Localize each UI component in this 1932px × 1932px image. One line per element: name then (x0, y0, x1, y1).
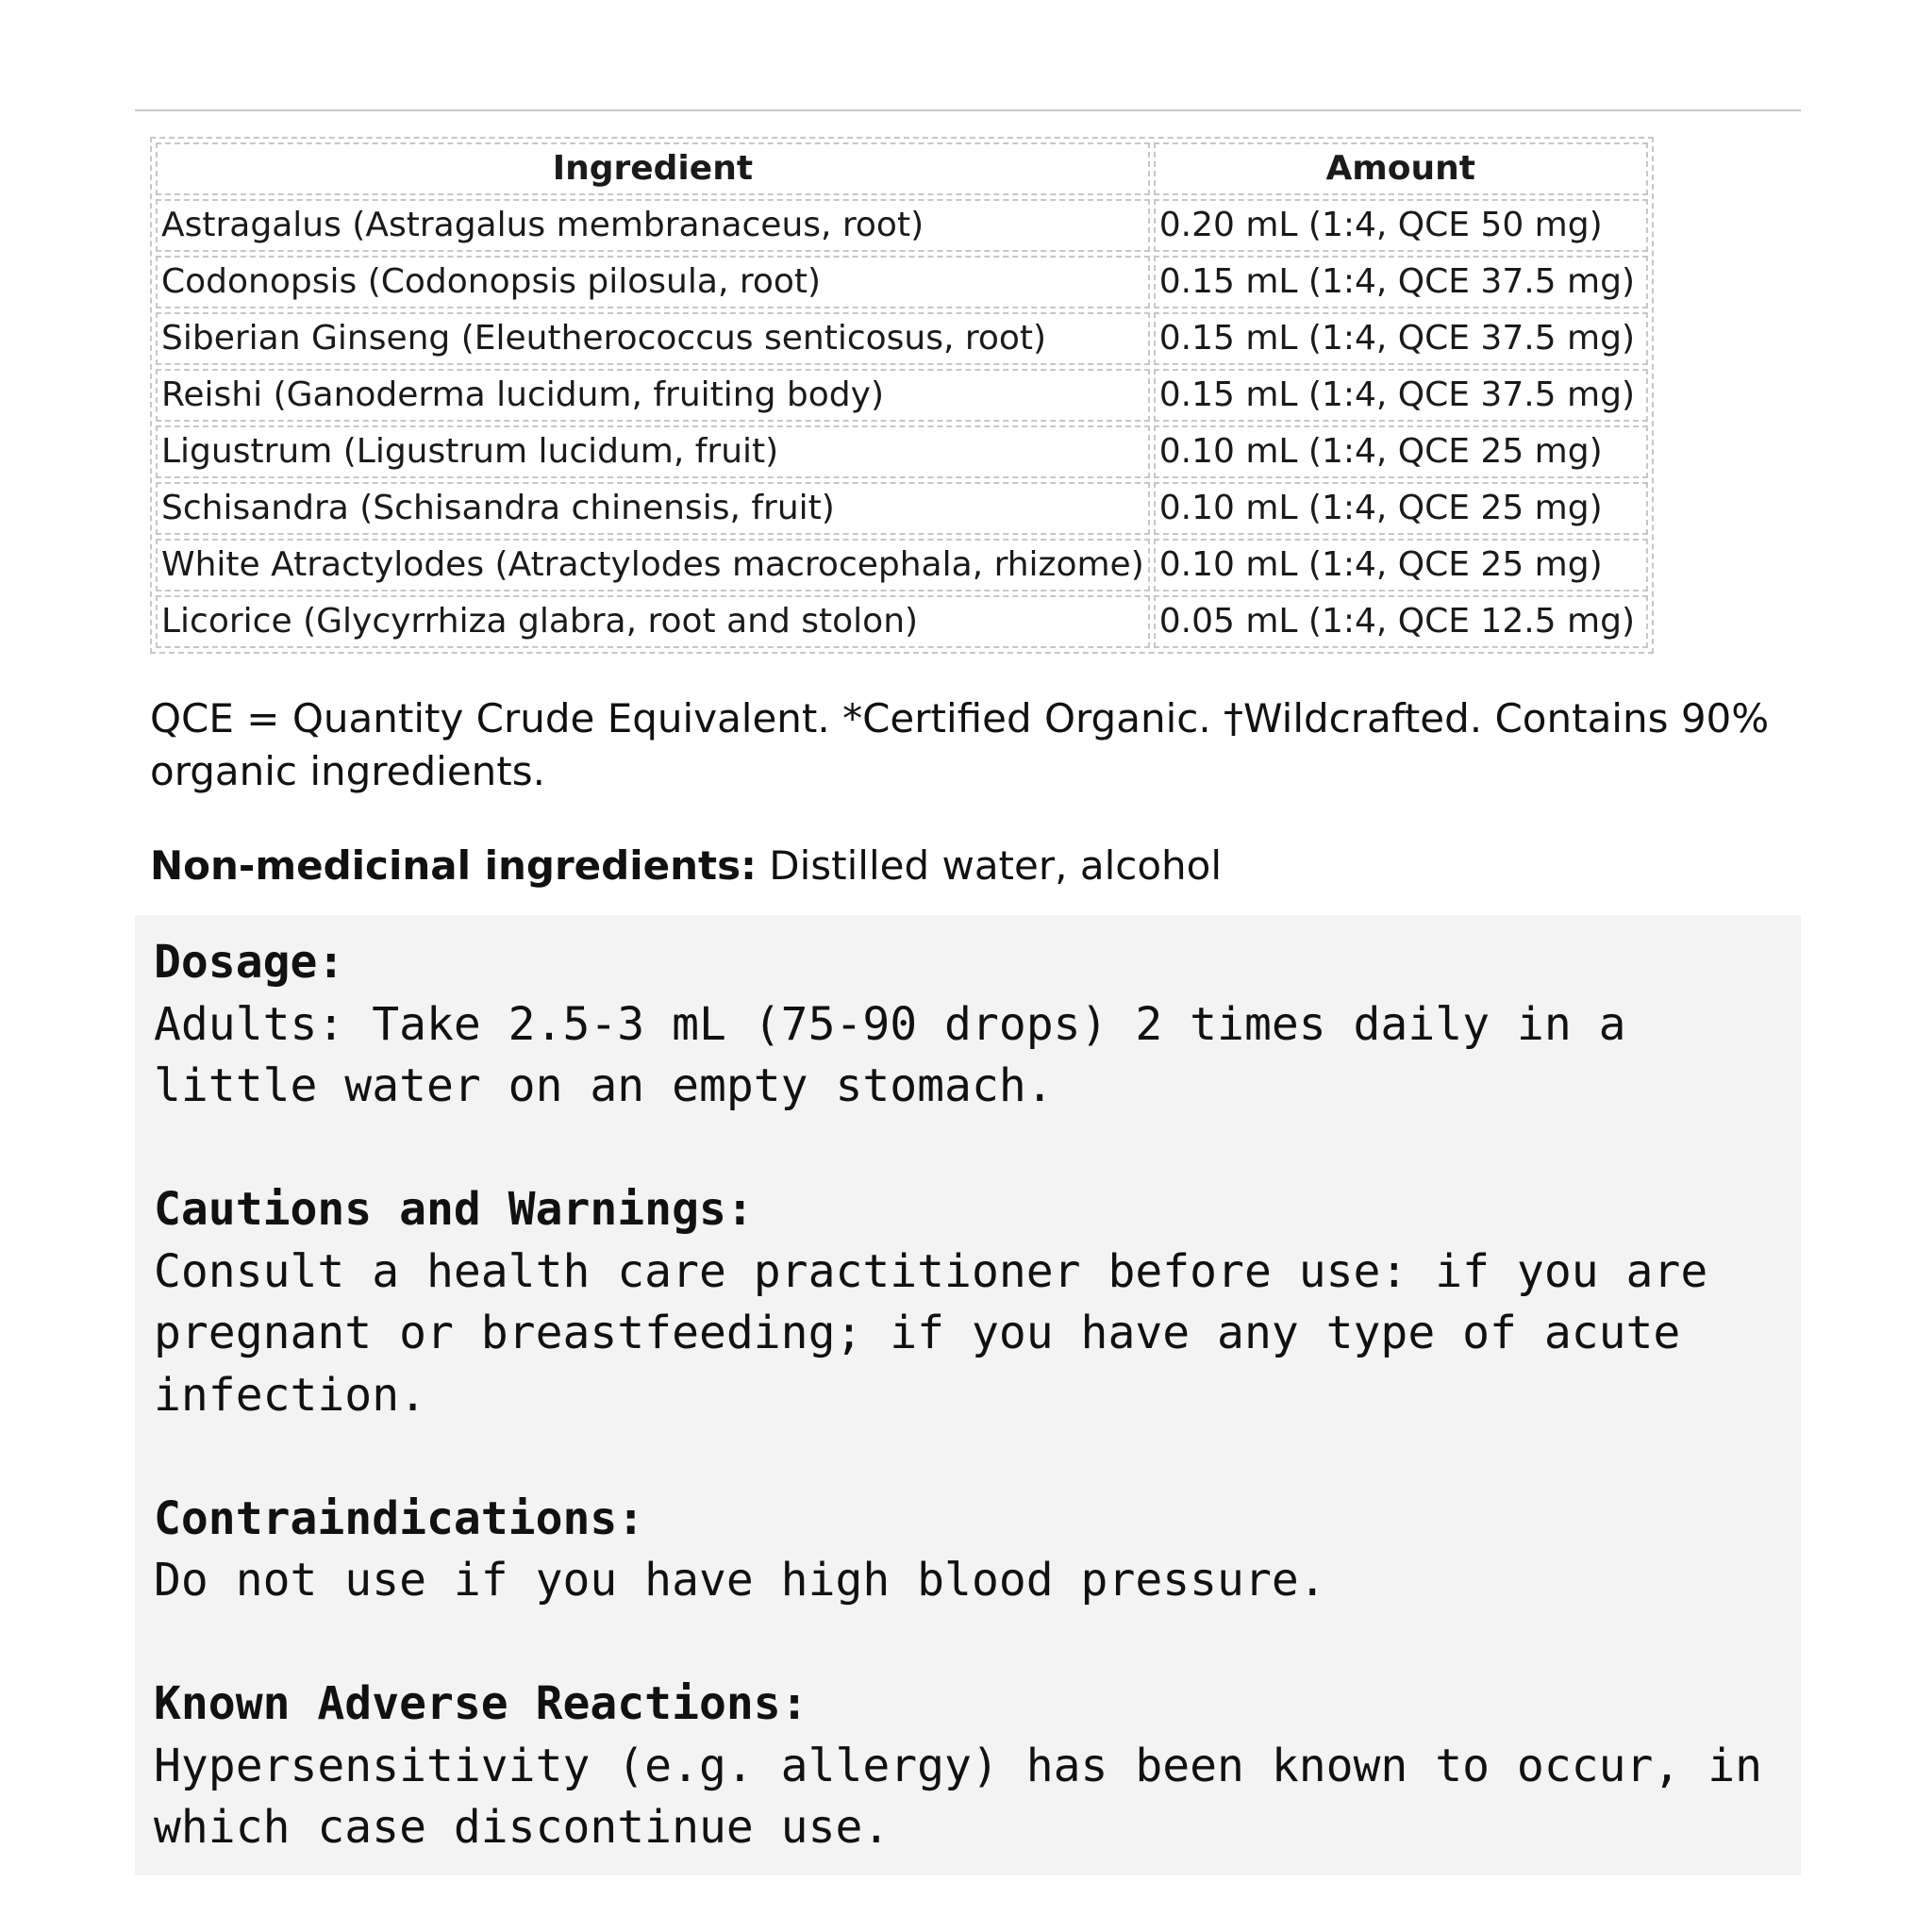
header-ingredient: Ingredient (156, 142, 1150, 195)
adverse-reactions-heading: Known Adverse Reactions: (154, 1677, 808, 1730)
header-amount: Amount (1154, 142, 1648, 195)
amount-cell: 0.10 mL (1:4, QCE 25 mg) (1154, 482, 1648, 535)
amount-cell: 0.15 mL (1:4, QCE 37.5 mg) (1154, 256, 1648, 308)
amount-cell: 0.10 mL (1:4, QCE 25 mg) (1154, 425, 1648, 478)
adverse-reactions-text: Hypersensitivity (e.g. allergy) has been known to occur, in which case discontinue use. (154, 1739, 1763, 1854)
ingredient-cell: Reishi (Ganoderma lucidum, fruiting body) (156, 369, 1150, 422)
ingredient-cell: Schisandra (Schisandra chinensis, fruit) (156, 482, 1150, 535)
dosage-section (154, 932, 1801, 1118)
cautions-heading: Cautions and Warnings: (154, 1183, 754, 1236)
amount-cell: 0.10 mL (1:4, QCE 25 mg) (1154, 539, 1648, 591)
cautions-text: Consult a health care practitioner before use: if you are pregnant or breastfeeding; if you have any type of acute infection. (154, 1244, 1708, 1422)
amount-cell: 0.05 mL (1:4, QCE 12.5 mg) (1154, 595, 1648, 648)
ingredient-cell: Ligustrum (Ligustrum lucidum, fruit) (156, 425, 1150, 478)
non-medicinal-label: Non-medicinal ingredients: (150, 842, 757, 889)
ingredient-cell: Licorice (Glycyrrhiza glabra, root and stolon) (156, 595, 1150, 648)
amount-cell: 0.15 mL (1:4, QCE 37.5 mg) (1154, 312, 1648, 365)
table-row (156, 312, 1648, 365)
amount-cell: 0.20 mL (1:4, QCE 50 mg) (1154, 199, 1648, 252)
ingredient-cell: Codonopsis (Codonopsis pilosula, root) (156, 256, 1150, 308)
cautions-section (154, 1179, 1801, 1426)
ingredient-cell: White Atractylodes (Atractylodes macrocephala, rhizome) (156, 539, 1150, 591)
ingredient-cell: Astragalus (Astragalus membranaceus, root) (156, 199, 1150, 252)
contraindications-heading: Contraindications: (154, 1491, 645, 1545)
contraindications-section (154, 1489, 1801, 1612)
product-info-block (135, 915, 1801, 1875)
table-row (156, 425, 1648, 478)
amount-cell: 0.15 mL (1:4, QCE 37.5 mg) (1154, 369, 1648, 422)
non-medicinal-value: Distilled water, alcohol (769, 842, 1223, 889)
table-row (156, 256, 1648, 308)
non-medicinal-ingredients (150, 840, 1801, 892)
table-row (156, 595, 1648, 648)
horizontal-divider (135, 109, 1801, 111)
table-row (156, 482, 1648, 535)
table-row (156, 369, 1648, 422)
dosage-text: Adults: Take 2.5-3 mL (75-90 drops) 2 times daily in a little water on an empty stomach. (154, 997, 1626, 1112)
table-row (156, 199, 1648, 252)
table-row (156, 539, 1648, 591)
contraindications-text: Do not use if you have high blood pressure. (154, 1554, 1326, 1607)
dosage-heading: Dosage: (154, 936, 345, 989)
adverse-reactions-section (154, 1674, 1801, 1859)
ingredient-cell: Siberian Ginseng (Eleutherococcus senticosus, root) (156, 312, 1150, 365)
qce-footnote: QCE = Quantity Crude Equivalent. *Certified Organic. †Wildcrafted. Contains 90% organic ingredients. (150, 695, 1770, 794)
ingredients-table (150, 137, 1654, 654)
table-header-row (156, 142, 1648, 195)
